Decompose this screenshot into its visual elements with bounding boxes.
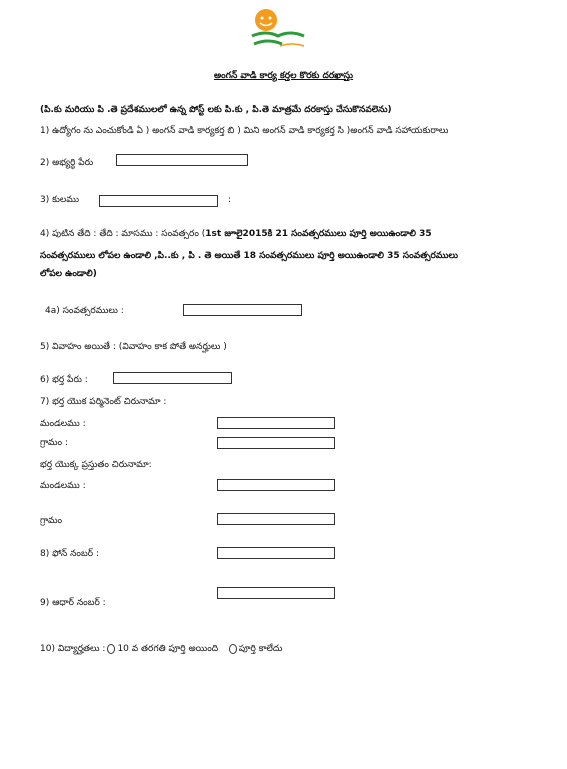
village-label: గ్రామం : (40, 438, 68, 448)
years-label: 4a) సంవత్సరములు : (45, 306, 124, 316)
education-row (40, 643, 282, 655)
marital-label: 5) వివాహం అయితే : (వివాహం కాక పోతే అనర్హులు ) (40, 342, 227, 352)
education-option-not-completed: పూర్తి కాలేదు (238, 644, 283, 654)
caste-field[interactable] (99, 195, 218, 207)
dob-label-text: 4) పుటిన తేది : తేది : మాసము : సంవత్సరం ( (40, 229, 206, 239)
husband-name-field[interactable] (113, 372, 232, 384)
mandal-label: మండలము : (40, 419, 86, 429)
mee-seva-logo (246, 6, 310, 52)
applicant-name-label: 2) అభ్యర్ధి పేరు (40, 158, 94, 168)
dob-age-rule-line3: లోపల ఉండాలి) (40, 269, 97, 279)
aadhaar-label: 9) ఆధార్ నంబర్ : (40, 598, 106, 608)
dob-age-rule-line2: సంవత్సరములు లోపల ఉండాలి ,పి..కు , పి . తె అయితే 18 సంవత్సరములు పూర్తి అయిఉండాలి 35 సంవత్సరములు (40, 251, 459, 261)
phone-label: 8) ఫోన్ నంబర్ : (40, 549, 99, 559)
permanent-address-label: 7) భర్త యొక పర్మినెంట్ చిరునామా : (40, 397, 167, 407)
form-title: అంగన్ వాడి కార్య కర్తల కొరకు దరఖాస్తు (213, 71, 354, 81)
husband-name-label: 6) భర్త పేరు : (40, 375, 88, 385)
current-village-field[interactable] (217, 513, 335, 525)
years-field[interactable] (183, 304, 302, 316)
dob-age-rule: 1st జూలై2015కి 21 సంవత్సరములు పూర్తి అయిఉండాలి 35 (205, 229, 432, 239)
aadhaar-field[interactable] (217, 587, 335, 599)
current-mandal-field[interactable] (217, 479, 335, 491)
current-mandal-label: మండలము : (40, 481, 86, 491)
village-field[interactable] (217, 437, 335, 449)
education-option-passed: 10 వ తరగతి పూర్తి అయింది (117, 644, 219, 654)
current-village-label: గ్రామం (40, 516, 63, 526)
form-note: (పి.కు మరియు పి .తె ప్రదేశములలో ఉన్న పోస్ట్ లకు పి.కు , పి.తె మాత్రమే దరకాస్తు చేసుకొనవలెను) (40, 105, 392, 115)
job-choice-label: 1) ఉద్యోగం ను ఎంచుకోండి ఏ ) అంగన్ వాడి కార్యకర్త బి ) మిని అంగన్ వాడి కార్యకర్త సి )అంగన్ వాడి సహాయకురాలు (40, 126, 449, 136)
applicant-name-field[interactable] (116, 154, 248, 166)
mandal-field[interactable] (217, 417, 335, 429)
current-address-label: భర్త యొక్క ప్రస్తుతం చిరునామా: (40, 460, 152, 470)
radio-not-completed[interactable] (229, 644, 237, 654)
dob-label (40, 228, 432, 240)
caste-colon: : (228, 195, 232, 205)
education-label: 10) విద్యార్హతలు : (40, 644, 106, 654)
phone-field[interactable] (217, 547, 335, 559)
radio-10th-passed[interactable] (107, 644, 115, 654)
caste-label: 3) కులము (40, 195, 79, 205)
